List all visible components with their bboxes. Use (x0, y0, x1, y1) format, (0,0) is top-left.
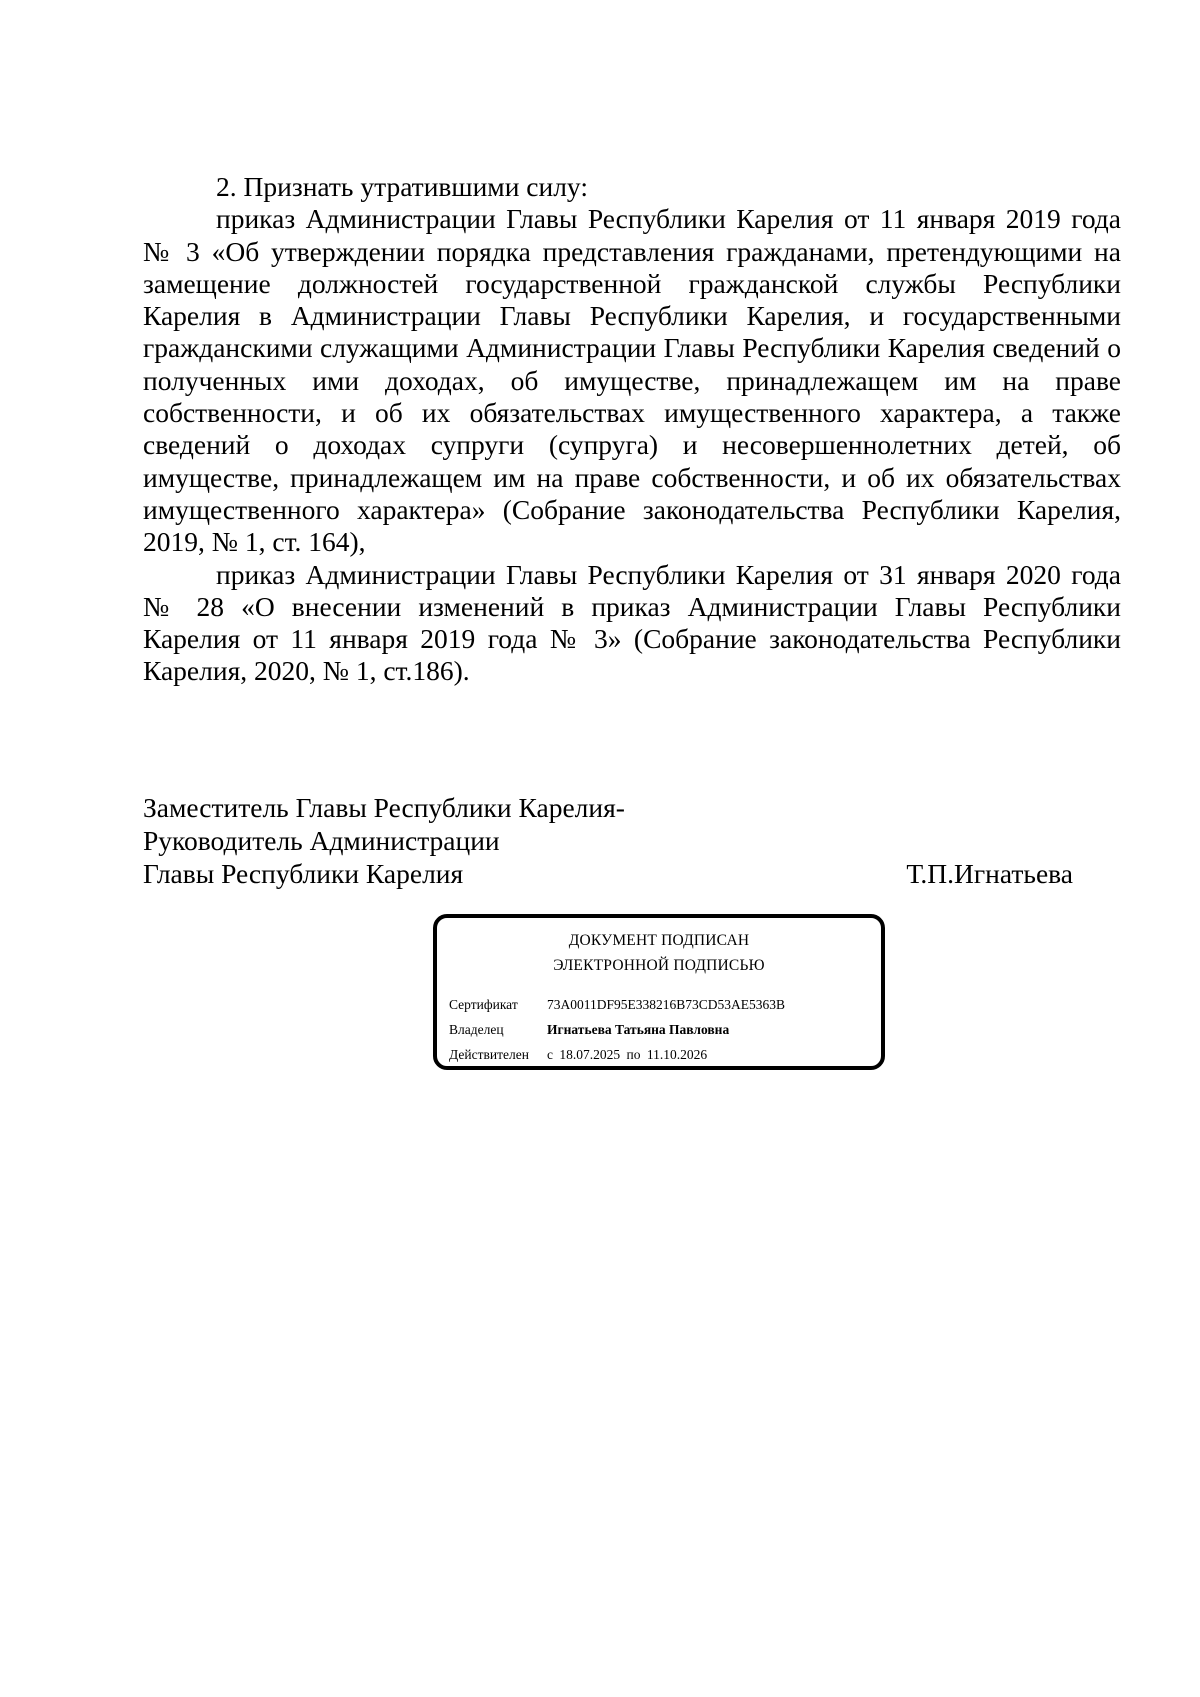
stamp-owner-label: Владелец (449, 1022, 504, 1037)
stamp-certificate-row (449, 992, 869, 1017)
stamp-title-line-2: ЭЛЕКТРОННОЙ ПОДПИСЬЮ (553, 957, 765, 974)
stamp-validity-value: с 18.07.2025 по 11.10.2026 (547, 1047, 708, 1062)
stamp-owner-value: Игнатьева Татьяна Павловна (547, 1022, 730, 1037)
stamp-details (449, 992, 869, 1067)
signer-position-line-1: Заместитель Главы Республики Карелия- (143, 792, 625, 823)
stamp-title (437, 928, 881, 978)
paragraph-repeal-heading: 2. Признать утратившими силу: (216, 171, 588, 202)
signer-position-line-3: Главы Республики Карелия (143, 858, 464, 889)
signer-row (143, 857, 1073, 890)
paragraph-order-2019: приказ Администрации Главы Республики Карелия от 11 января 2019 года № 3 «Об утверждении порядка представления гражданами, претендующими на замещение должностей государственной гражданской службы Республики Карелия в Администрации Главы Республики Карелия, и государственными гражданскими служащими Администрации Главы Республики Карелия сведений о полученных ими доходах, об имуществе, принадлежащем им на праве собственности, и об их обязательствах имущественного характера, а также сведений о доходах супруги (супруга) и несовершеннолетних детей, об имуществе, принадлежащем им на праве собственности, и об их обязательствах имущественного характера» (Собрание законодательства Республики Карелия, 2019, № 1, ст. 164), (143, 203, 1121, 558)
signer-position-line-2: Руководитель Администрации (143, 825, 500, 856)
document-body (143, 171, 1121, 688)
stamp-owner-row (449, 1017, 869, 1042)
stamp-title-line-1: ДОКУМЕНТ ПОДПИСАН (568, 932, 750, 949)
stamp-validity-label: Действителен (449, 1047, 529, 1062)
electronic-signature-stamp (433, 914, 885, 1070)
stamp-certificate-label: Сертификат (449, 997, 518, 1012)
paragraph-order-2020: приказ Администрации Главы Республики Карелия от 31 января 2020 года № 28 «О внесении изменений в приказ Администрации Главы Республики Карелия от 11 января 2019 года № 3» (Собрание законодательства Республики Карелия, 2020, № 1, ст.186). (143, 558, 1121, 687)
signature-block (143, 791, 1073, 890)
stamp-certificate-value: 73A0011DF95E338216B73CD53AE5363B (547, 997, 786, 1012)
stamp-validity-row (449, 1042, 869, 1067)
signer-name: Т.П.Игнатьева (906, 858, 1073, 889)
